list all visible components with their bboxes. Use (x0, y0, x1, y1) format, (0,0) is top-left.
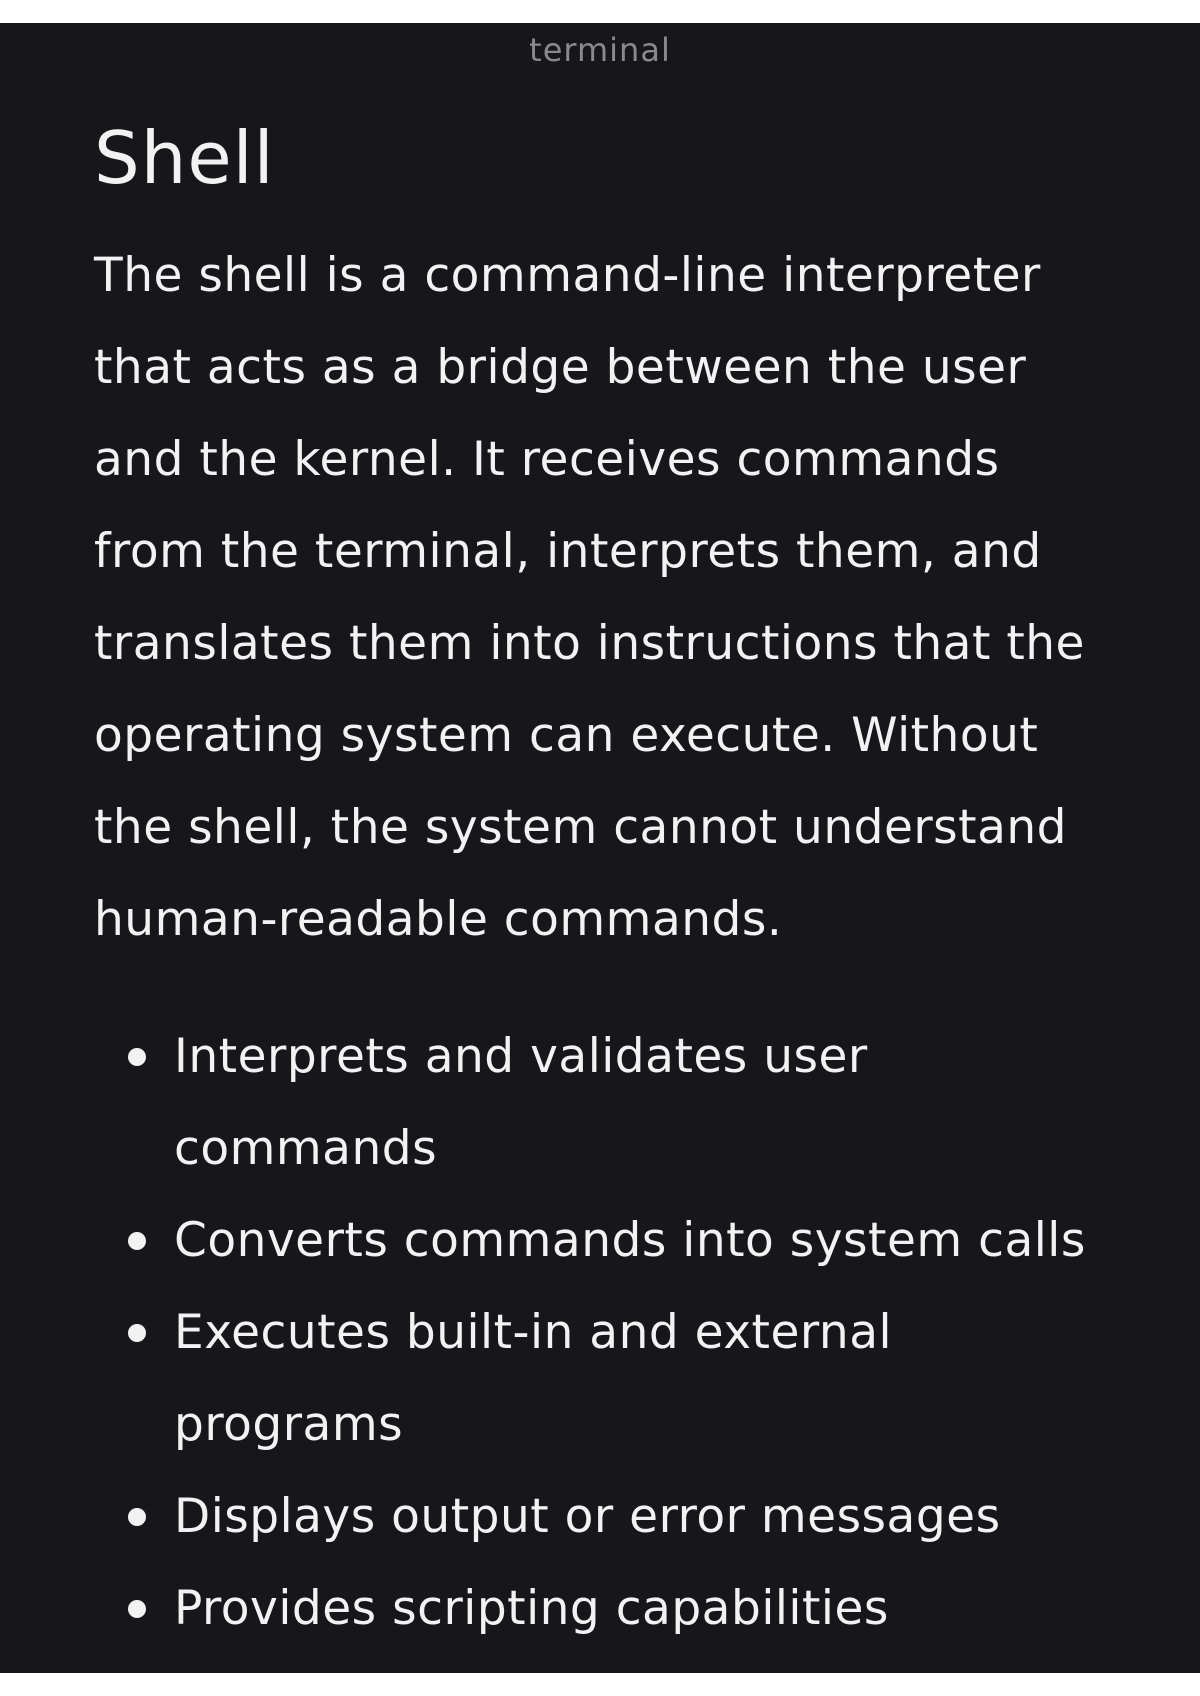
feature-item (94, 1563, 1104, 1655)
section-title: Shell (94, 116, 275, 200)
feature-text: Provides scripting capabilities (174, 1581, 889, 1636)
header-label: terminal (529, 31, 671, 69)
feature-item (94, 1011, 1104, 1195)
feature-item (94, 1195, 1104, 1287)
bullet-icon (128, 1508, 146, 1526)
feature-item (94, 1471, 1104, 1563)
feature-item (94, 1287, 1104, 1471)
feature-text: Converts commands into system calls (174, 1213, 1086, 1268)
bullet-icon (128, 1048, 146, 1066)
bullet-icon (128, 1324, 146, 1342)
feature-text: Interprets and validates user commands (174, 1029, 868, 1176)
bullet-icon (128, 1232, 146, 1250)
feature-text: Displays output or error messages (174, 1489, 1001, 1544)
feature-list (94, 1011, 1104, 1655)
bullet-icon (128, 1600, 146, 1618)
document-page (0, 23, 1200, 1673)
feature-text: Executes built-in and external programs (174, 1305, 893, 1452)
section-paragraph: The shell is a command-line interpreter that acts as a bridge between the user and the kernel. It receives commands from the terminal, interprets them, and translates them into instructions that the operating system can execute. Without the shell, the system cannot understand human-readable commands. (94, 248, 1085, 947)
